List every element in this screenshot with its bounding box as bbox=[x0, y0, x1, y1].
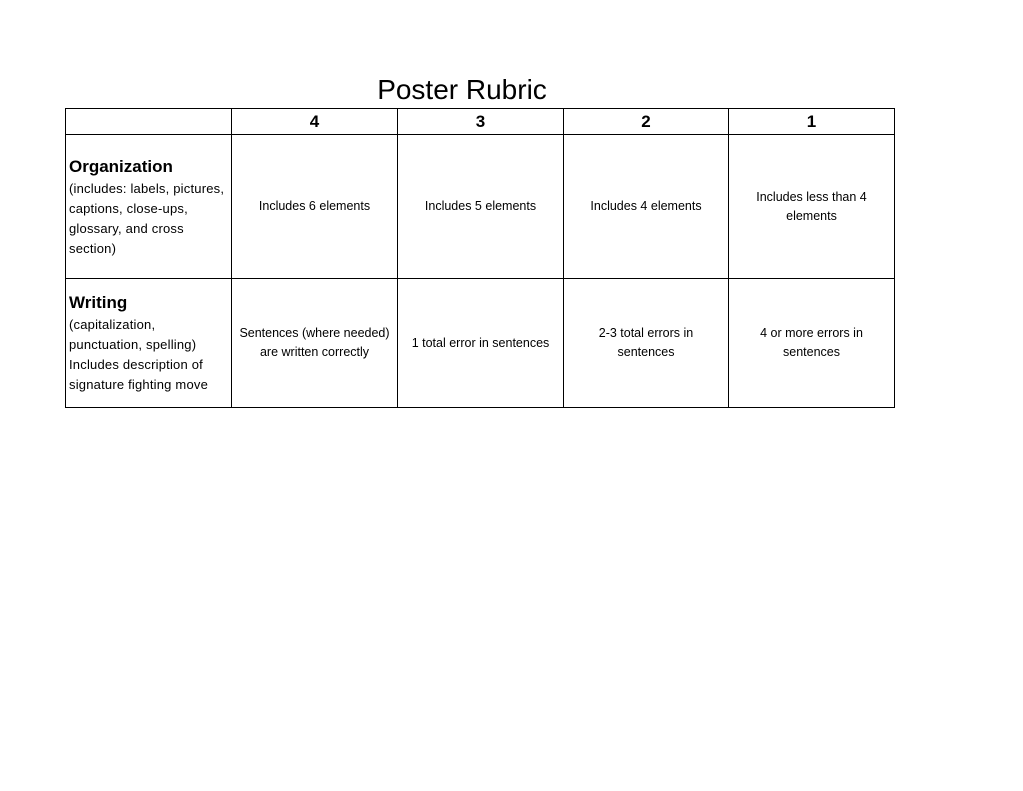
criterion-description: (capitalization, punctuation, spelling) Includes description of signature fighting move bbox=[69, 317, 209, 392]
score-cell-2: 2-3 total errors in sentences bbox=[564, 279, 729, 408]
criterion-cell bbox=[66, 135, 232, 279]
score-cell-3: 1 total error in sentences bbox=[398, 279, 564, 408]
criterion-cell bbox=[66, 279, 232, 408]
score-cell-2: Includes 4 elements bbox=[564, 135, 729, 279]
header-cell-blank bbox=[66, 109, 232, 135]
criterion-name: Organization bbox=[69, 156, 173, 176]
table-row-organization bbox=[66, 135, 895, 279]
header-cell-score-2: 2 bbox=[564, 109, 729, 135]
page-title: Poster Rubric bbox=[377, 74, 547, 105]
criterion-description: (includes: labels, pictures, captions, close-ups, glossary, and cross section) bbox=[69, 180, 225, 256]
rubric-table bbox=[65, 108, 895, 408]
table-row-writing bbox=[66, 279, 895, 408]
criterion-name: Writing bbox=[69, 293, 128, 312]
score-cell-1: Includes less than 4 elements bbox=[729, 135, 895, 279]
header-cell-score-3: 3 bbox=[398, 109, 564, 135]
header-row bbox=[66, 109, 895, 135]
score-cell-3: Includes 5 elements bbox=[398, 135, 564, 279]
header-cell-score-4: 4 bbox=[232, 109, 398, 135]
header-cell-score-1: 1 bbox=[729, 109, 895, 135]
score-cell-4: Sentences (where needed) are written correctly bbox=[232, 279, 398, 408]
score-cell-4: Includes 6 elements bbox=[232, 135, 398, 279]
score-cell-1: 4 or more errors in sentences bbox=[729, 279, 895, 408]
